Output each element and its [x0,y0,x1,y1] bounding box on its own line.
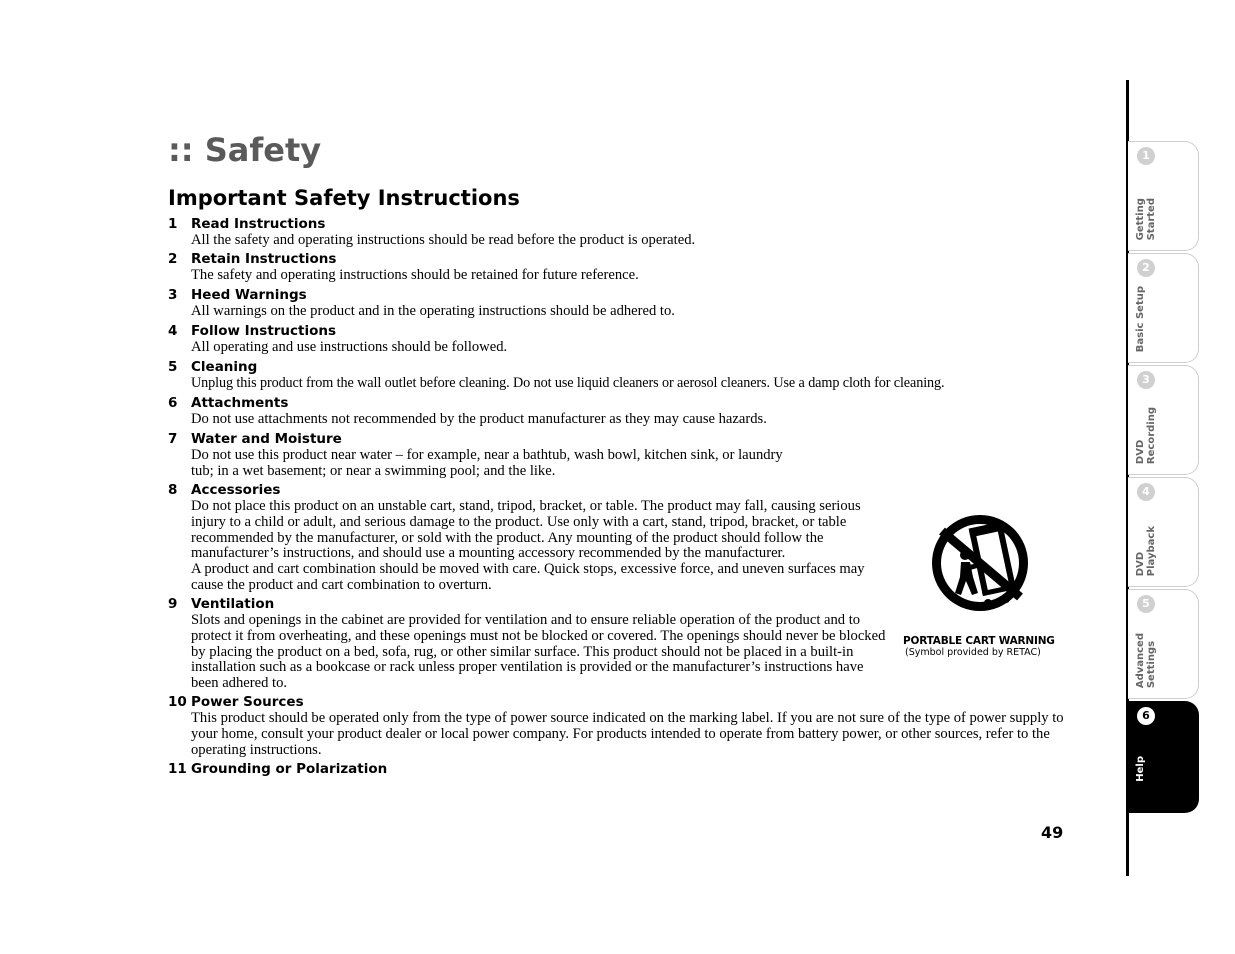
item-text: All operating and use instructions should be followed. [191,339,508,355]
instruction-item-2 [168,250,1068,284]
item-title: Power Sources [191,694,304,710]
instruction-item-1 [168,215,1068,249]
item-title: Heed Warnings [191,287,307,303]
item-number: 2 [168,251,178,267]
item-title: Accessories [191,482,281,498]
instruction-item-3 [168,286,1068,320]
figure-title: PORTABLE CART WARNING [903,635,1055,647]
item-text: Do not use this product near water – for example, near a bathtub, wash bowl, kitchen sink, or laundry tub; in a wet basement; or near a swimming pool; and the like. [191,447,783,479]
instruction-item-4 [168,322,1068,356]
chapter-number-icon: 5 [1137,595,1155,613]
figure-credit: (Symbol provided by RETAC) [905,647,1041,658]
item-text: This product should be operated only from the type of power source indicated on the marking label. If you are not sure of the type of power supply to your home, consult your product dealer or local power company. For products intended to operate from battery power, or other sources, refer to the operating instructions. [191,710,1064,758]
chapter-tab-help[interactable] [1128,701,1199,813]
item-heading [168,693,1068,711]
item-text: All the safety and operating instructions should be read before the product is operated. [191,232,696,248]
page-title: :: Safety [168,131,322,169]
item-text: Do not place this product on an unstable cart, stand, tripod, bracket, or table. The product may fall, causing serious injury to a child or adult, and serious damage to the product. Use only with a cart, stand, tripod, bracket, or table recommended by the manufacturer, or sold with the product. Any mounting of the product should follow the manufacturer’s instructions, and should use a mounting accessory recommended by the manufacturer. [191,498,861,562]
portable-cart-warning-figure [900,507,1060,658]
chapter-tab-dvd-recording[interactable] [1128,365,1199,475]
item-title: Grounding or Polarization [191,761,388,777]
item-heading [168,250,1068,268]
item-number: 4 [168,323,178,339]
item-text: The safety and operating instructions should be retained for future reference. [191,267,639,283]
chapter-tab-label: Getting Started [1135,197,1157,240]
instruction-item-5 [168,358,1068,392]
item-number: 3 [168,287,178,303]
chapter-tab-getting-started[interactable] [1128,141,1199,251]
item-number: 10 [168,694,187,710]
item-title: Attachments [191,395,289,411]
chapter-number-icon: 3 [1137,371,1155,389]
item-title: Read Instructions [191,216,326,232]
chapter-tab-label: DVD Recording [1135,406,1157,464]
item-title: Ventilation [191,596,275,612]
item-heading [168,322,1068,340]
chapter-tab-label: Basic Setup [1135,285,1146,352]
item-text: A product and cart combination should be moved with care. Quick stops, excessive force, and uneven surfaces may cause the product and cart combination to overturn. [191,561,865,593]
instruction-item-6 [168,394,1068,428]
item-heading [168,394,1068,412]
item-heading [168,358,1068,376]
item-title: Water and Moisture [191,431,342,447]
instruction-item-10 [168,693,1068,758]
item-text: Slots and openings in the cabinet are provided for ventilation and to ensure reliable operation of the product and to protect it from overheating, and these openings must not be blocked or covered. The openings should never be blocked by placing the product on a bed, sofa, rug, or other similar surface. This product should not be placed in a built-in installation such as a bookcase or rack unless proper ventilation is provided or the manufacturer’s instructions have been adhered to. [191,612,886,692]
chapter-number-icon: 2 [1137,259,1155,277]
item-heading [168,760,1068,778]
section-title: Important Safety Instructions [168,186,520,210]
item-heading [168,215,1068,233]
page-number: 49 [1041,823,1064,842]
item-number: 11 [168,761,187,777]
item-title: Cleaning [191,359,258,375]
chapter-tab-advanced-settings[interactable] [1128,589,1199,699]
chapter-tab-label: DVD Playback [1135,525,1157,576]
chapter-number-icon: 1 [1137,147,1155,165]
instruction-item-7 [168,430,1068,480]
item-text: Do not use attachments not recommended by the product manufacturer as they may cause hazards. [191,411,767,427]
item-number: 1 [168,216,178,232]
item-heading [168,481,1068,499]
item-heading [168,286,1068,304]
item-number: 9 [168,596,178,612]
item-number: 7 [168,431,178,447]
chapter-tab-label: Help [1135,756,1146,782]
instruction-item-11 [168,760,1068,778]
item-text: All warnings on the product and in the operating instructions should be adhered to. [191,303,675,319]
item-number: 6 [168,395,178,411]
item-number: 5 [168,359,178,375]
chapter-number-icon: 4 [1137,483,1155,501]
chapter-number-icon: 6 [1137,707,1155,725]
portable-cart-warning-icon [918,507,1042,631]
item-text: Unplug this product from the wall outlet before cleaning. Do not use liquid cleaners or aerosol cleaners. Use a damp cloth for cleaning. [191,375,945,391]
chapter-tab-dvd-playback[interactable] [1128,477,1199,587]
item-heading [168,430,1068,448]
chapter-tab-label: Advanced Settings [1135,632,1157,688]
item-title: Follow Instructions [191,323,337,339]
item-number: 8 [168,482,178,498]
chapter-tab-basic-setup[interactable] [1128,253,1199,363]
item-title: Retain Instructions [191,251,337,267]
